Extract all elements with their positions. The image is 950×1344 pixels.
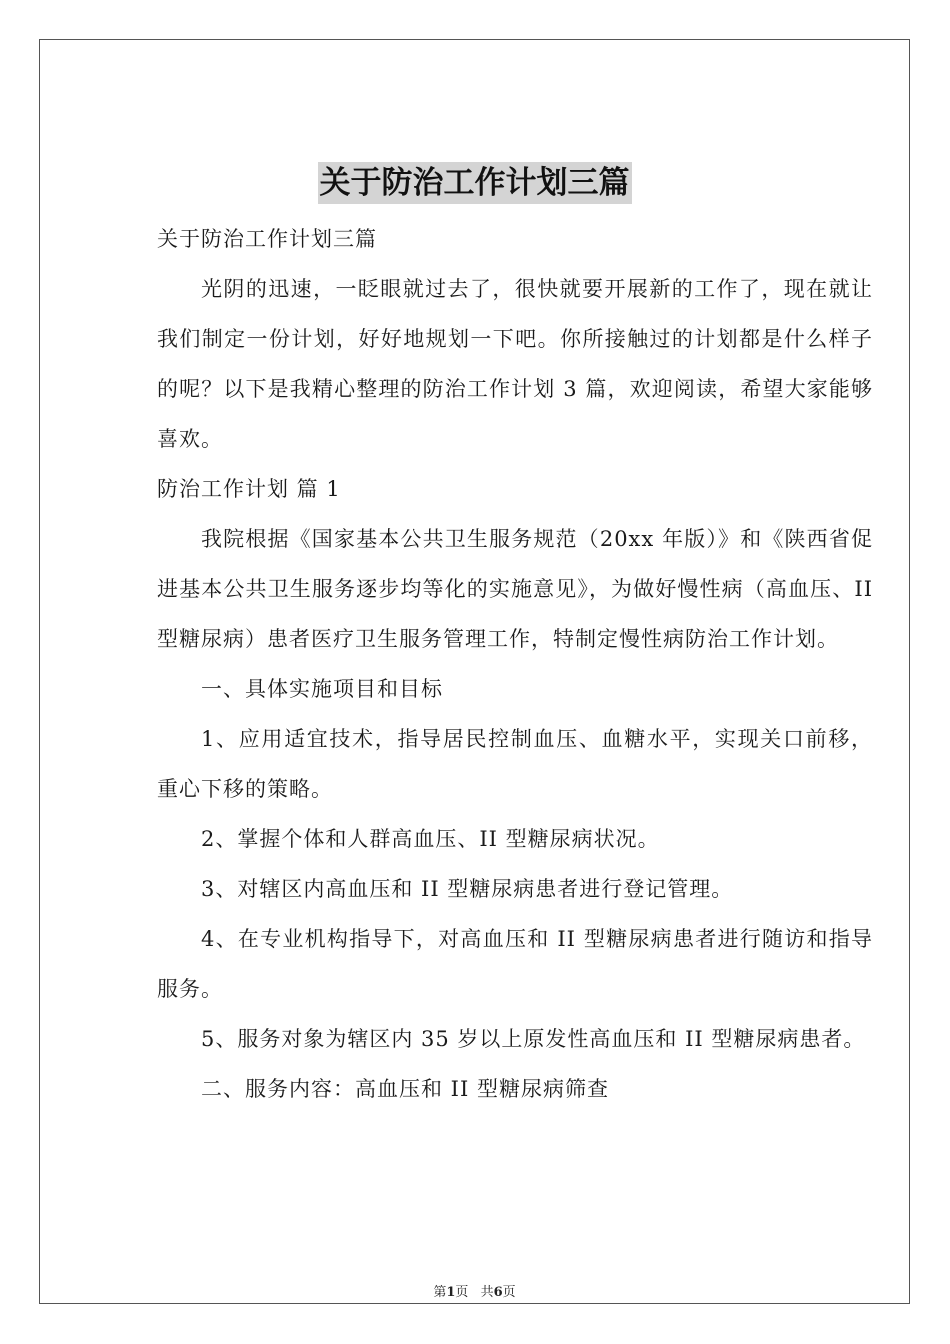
paragraph: 二、服务内容：高血压和 II 型糖尿病筛查 [201, 1077, 609, 1101]
total-suffix: 页 [502, 1285, 516, 1300]
paragraph: 4、在专业机构指导下，对高血压和 II 型糖尿病患者进行随访和指导服务。 [157, 927, 873, 1001]
section-heading: 防治工作计划 篇 1 [157, 477, 341, 501]
paragraph: 关于防治工作计划三篇 [157, 227, 377, 251]
paragraph: 2、掌握个体和人群高血压、II 型糖尿病状况。 [201, 827, 660, 851]
document-body [157, 214, 873, 1114]
page-suffix: 页 [455, 1285, 469, 1300]
document-title: 关于防治工作计划三篇 [318, 162, 632, 204]
total-prefix: 共 [480, 1285, 494, 1300]
paragraph: 5、服务对象为辖区内 35 岁以上原发性高血压和 II 型糖尿病患者。 [201, 1027, 866, 1051]
paragraph: 一、具体实施项目和目标 [201, 677, 443, 701]
paragraph: 1、应用适宜技术，指导居民控制血压、血糖水平，实现关口前移，重心下移的策略。 [157, 727, 873, 801]
page-prefix: 第 [433, 1285, 447, 1300]
document-page [39, 39, 910, 1304]
page-number: 1 [446, 1285, 456, 1300]
paragraph: 3、对辖区内高血压和 II 型糖尿病患者进行登记管理。 [201, 877, 734, 901]
total-indicator [481, 1285, 516, 1300]
total-pages: 6 [493, 1285, 503, 1300]
paragraph: 我院根据《国家基本公共卫生服务规范（20xx 年版）》和《陕西省促进基本公共卫生服务逐步均等化的实施意见》，为做好慢性病（高血压、II 型糖尿病）患者医疗卫生服务管理工作，特制定慢性病防治工作计划。 [157, 527, 873, 651]
page-indicator [433, 1285, 468, 1300]
paragraph: 光阴的迅速，一眨眼就过去了，很快就要开展新的工作了，现在就让我们制定一份计划，好好地规划一下吧。你所接触过的计划都是什么样子的呢？以下是我精心整理的防治工作计划 3 篇，欢迎阅读，希望大家能够喜欢。 [157, 277, 873, 451]
title-container [40, 162, 909, 204]
page-footer [40, 1281, 909, 1300]
